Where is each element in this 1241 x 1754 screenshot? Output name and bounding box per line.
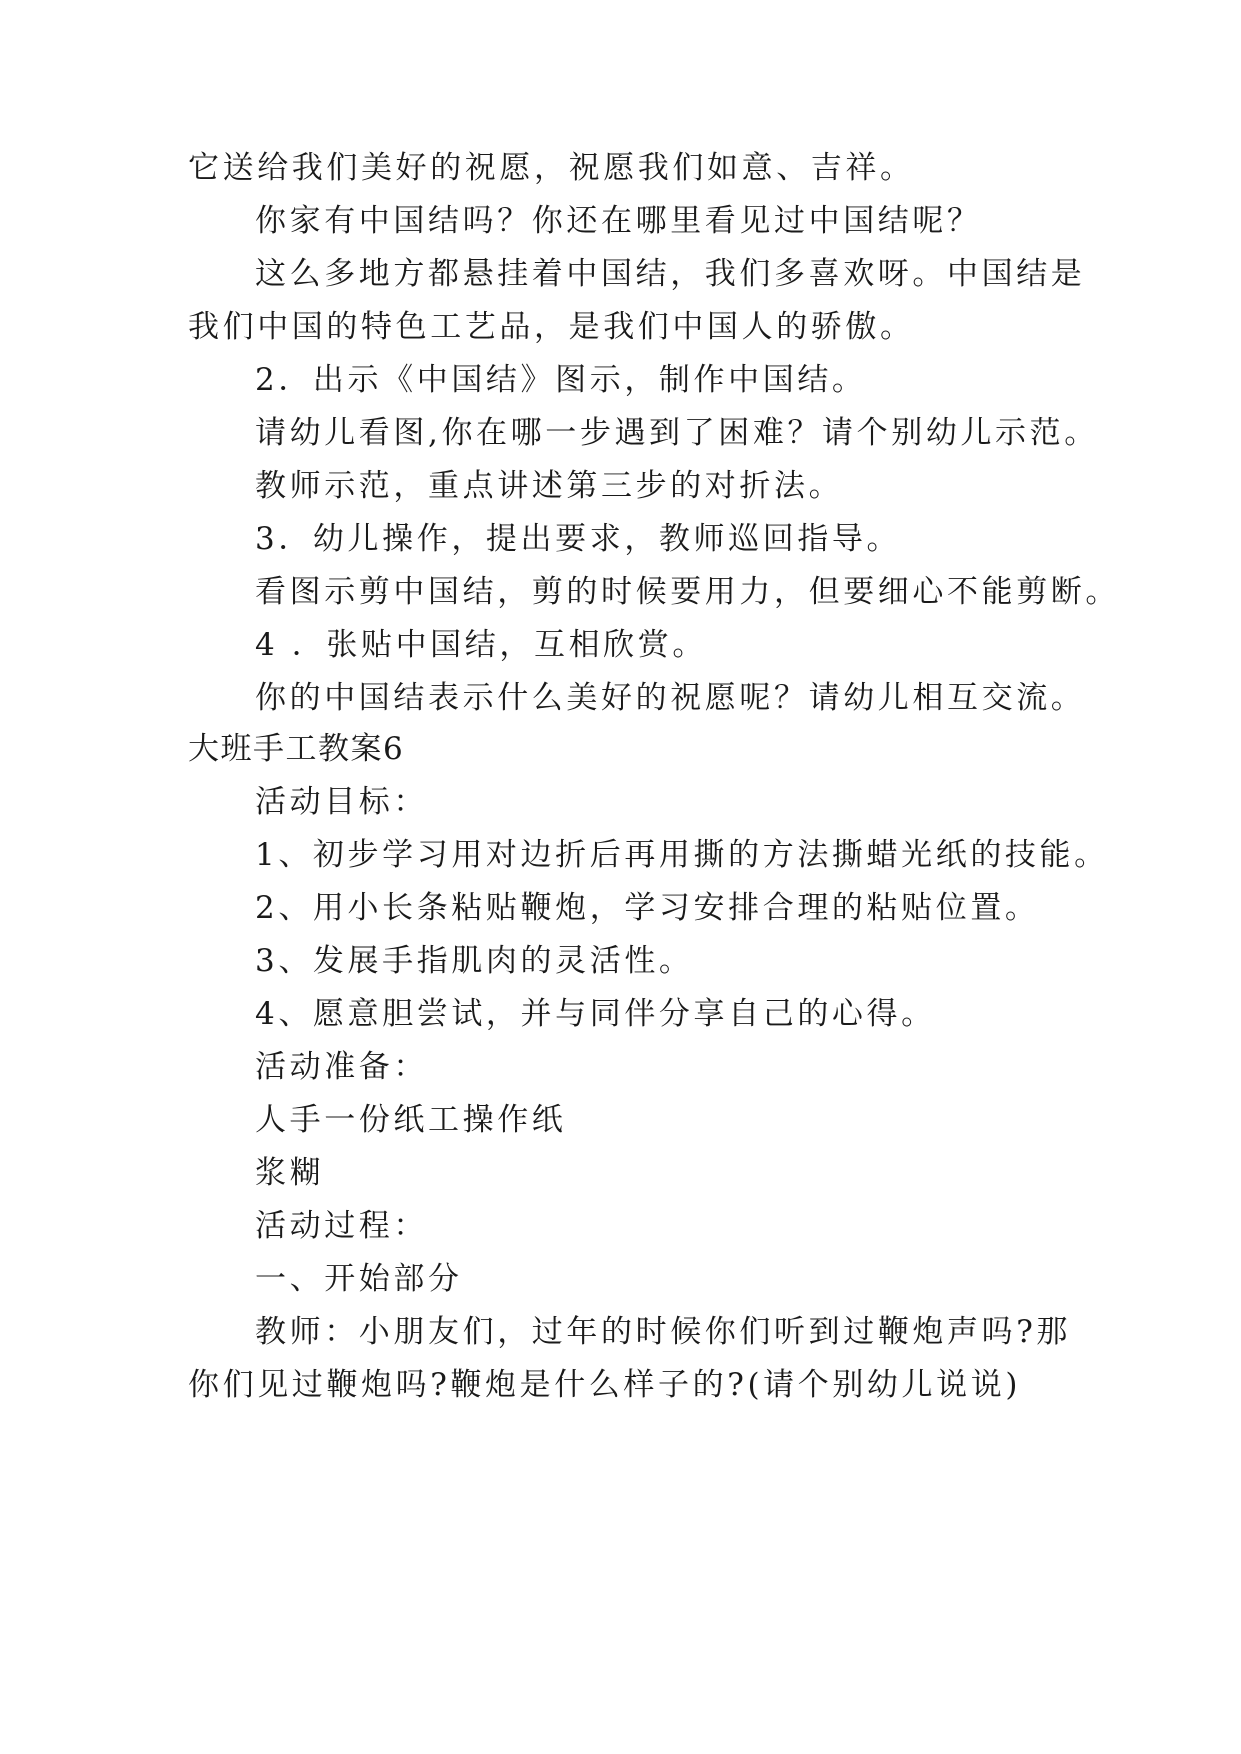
paragraph-line: 1、初步学习用对边折后再用撕的方法撕蜡光纸的技能。 — [255, 837, 1109, 873]
paragraph-line: 活动过程： — [255, 1208, 428, 1244]
paragraph-line: 活动目标： — [255, 784, 428, 820]
paragraph-line: 4 ．张贴中国结，互相欣赏。 — [255, 627, 707, 663]
paragraph-line: 你的中国结表示什么美好的祝愿呢？请幼儿相互交流。 — [255, 680, 1086, 716]
paragraph-line: 请幼儿看图,你在哪一步遇到了困难？请个别幼儿示范。 — [255, 415, 1099, 451]
paragraph-line: 你们见过鞭炮吗?鞭炮是什么样子的?(请个别幼儿说说) — [188, 1367, 1022, 1403]
paragraph-line: 我们中国的特色工艺品，是我们中国人的骄傲。 — [188, 309, 915, 345]
paragraph-line: 看图示剪中国结，剪的时候要用力，但要细心不能剪断。 — [255, 574, 1120, 610]
paragraph-line: 3．幼儿操作，提出要求，教师巡回指导。 — [255, 521, 902, 557]
paragraph-line: 活动准备： — [255, 1049, 428, 1085]
paragraph-line: 3、发展手指肌肉的灵活性。 — [255, 943, 694, 979]
paragraph-line: 教师：小朋友们，过年的时候你们听到过鞭炮声吗?那 — [255, 1314, 1072, 1350]
paragraph-line: 2．出示《中国结》图示，制作中国结。 — [255, 362, 867, 398]
paragraph-line: 浆糊 — [255, 1155, 325, 1191]
paragraph-line: 一、开始部分 — [255, 1261, 463, 1297]
section-heading: 大班手工教案6 — [188, 731, 405, 767]
paragraph-line: 人手一份纸工操作纸 — [255, 1102, 567, 1138]
paragraph-line: 它送给我们美好的祝愿，祝愿我们如意、吉祥。 — [188, 150, 915, 186]
paragraph-line: 4、愿意胆尝试，并与同伴分享自己的心得。 — [255, 996, 936, 1032]
paragraph-line: 2、用小长条粘贴鞭炮，学习安排合理的粘贴位置。 — [255, 890, 1040, 926]
paragraph-line: 你家有中国结吗？你还在哪里看见过中国结呢？ — [255, 203, 982, 239]
paragraph-line: 教师示范，重点讲述第三步的对折法。 — [255, 468, 844, 504]
paragraph-line: 这么多地方都悬挂着中国结，我们多喜欢呀。中国结是 — [255, 256, 1086, 292]
